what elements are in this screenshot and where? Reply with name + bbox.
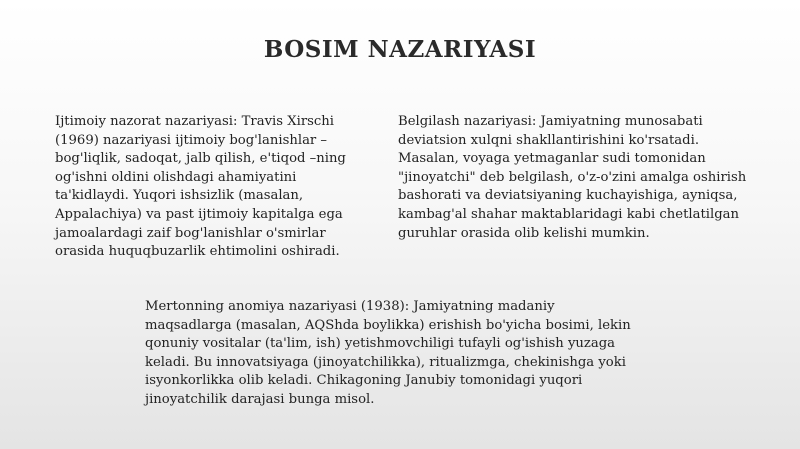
paragraph-social-control-theory: Ijtimoiy nazorat nazariyasi: Travis Xirschi (1969) nazariyasi ijtimoiy bog'lanishlar – bog'liqlik, sadoqat, jalb qilish, e'tiqod –ning og'ishni oldini olishdagi ahamiyatini ta'kidlaydi. Yuqori ishsizlik (masalan, Appalachiya) va past ijtimoiy kapitalga ega jamoalardagi zaif bog'lanishlar o'smirlar orasida huquqbuzarlik ehtimolini oshiradi. — [55, 114, 346, 260]
paragraph-labeling-theory: Belgilash nazariyasi: Jamiyatning munosabati deviatsion xulqni shakllantirishini ko'rsatadi. Masalan, voyaga yetmaganlar sudi tomonidan "jinoyatchi" deb belgilash, o'z-o'zini amalga oshirish bashorati va deviatsiyaning kuchayishiga, ayniqsa, kambag'al shahar maktablaridagi kabi chetlatilgan guruhlar orasida olib kelishi mumkin. — [398, 114, 747, 241]
slide-title: BOSIM NAZARIYASI — [263, 36, 537, 63]
paragraph-anomie-theory: Mertonning anomiya nazariyasi (1938): Jamiyatning madaniy maqsadlarga (masalan, AQShda boylikka) erishish bo'yicha bosimi, lekin qonuniy vositalar (ta'lim, ish) yetishmovchiligi tufayli og'ishish yuzaga keladi. Bu innovatsiyaga (jinoyatchilikka), ritualizmga, chekinishga yoki isyonkorlikka olib keladi. Chikagoning Janubiy tomonidagi yuqori jinoyatchilik darajasi bunga misol. — [145, 299, 631, 407]
